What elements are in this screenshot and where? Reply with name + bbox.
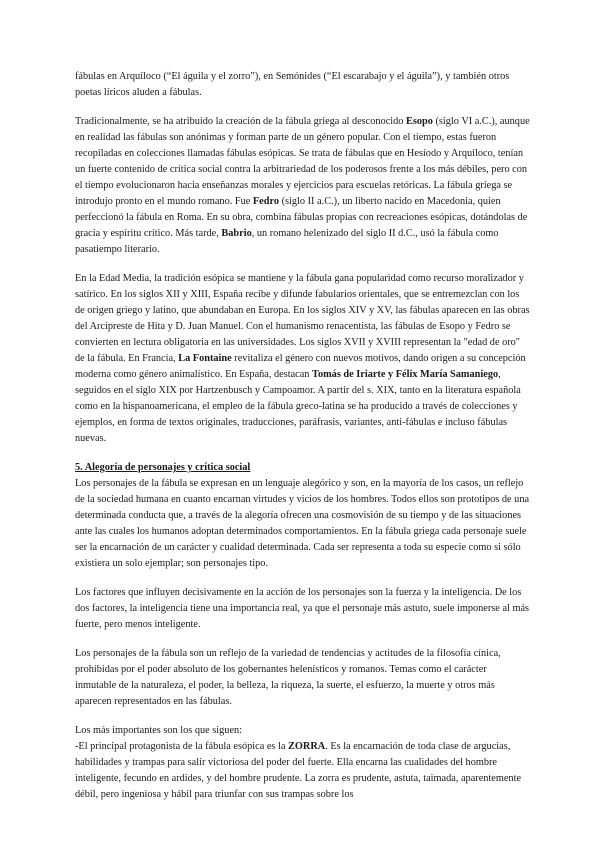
- text-run: (siglo II a.C.), un liberto nacido en Macedonia, quien perfeccionó la fábula en Roma. En su obra, combina fábulas propias con recreaciones esópicas, dotándolas de gracia y espíritu crítico. Más tarde,: [75, 196, 528, 239]
- section-heading: 5. Alegoría de personajes y crítica social: [75, 462, 251, 473]
- bold-esopo: Esopo: [406, 116, 433, 127]
- text-run: Tradicionalmente, se ha atribuido la creación de la fábula griega al desconocido: [75, 116, 406, 127]
- paragraph-gap: [75, 710, 530, 723]
- text-run: En la Edad Media, la tradición esópica se mantiene y la fábula gana popularidad como recurso moralizador y satírico. En los siglos XII y XIII, España recibe y difunde fabularios orientales, que se entremezclan con los de origen griego y latino, que abundaban en Europa. En los siglos XIV y XV, las fábulas aparecen en las obras del Arcipreste de Hita y D. Juan Manuel. Con el humanismo renacentista, las fábulas de Esopo y Fedro se convierten en lectura obligatoria en las universidades. Los siglos XVII y XVIII representan la "edad de oro" de la fábula. En Francia,: [75, 273, 530, 364]
- paragraph-list-intro: Los más importantes son los que siguen:: [75, 725, 243, 736]
- paragraph-gap: [75, 101, 530, 114]
- paragraph-characters: Los personajes de la fábula se expresan en un lenguaje alegórico y son, en la mayoría de los casos, un reflejo de la sociedad humana en cuanto encarnan virtudes y vicios de los hombres. Todos ellos son prototipos de una determinada conducta que, a través de la alegoría ofrecen una cosmovisión de su tiempo y de las situaciones ante las cuales los humanos adoptan determinados comportamientos. En la fábula griega cada personaje suele ser la encarnación de un carácter y cualidad determinada. Cada ser representa a toda su especie como si sólo existiera un solo ejemplar; son personajes tipo.: [75, 478, 530, 569]
- bold-fedro: Fedro: [252, 196, 280, 207]
- text-run: , un romano helenizado del siglo II d.C., usó la fábula como pasatiempo literario.: [75, 228, 499, 255]
- bold-zorra: ZORRA: [288, 741, 326, 752]
- paragraph-zorra: [75, 739, 530, 803]
- paragraph-gap: [75, 258, 530, 271]
- paragraph-gap: [75, 447, 530, 460]
- paragraph-cynic-philosophy: Los personajes de la fábula son un reflejo de la variedad de tendencias y actitudes de la filosofía cínica, prohibidas por el poder absoluto de los gobernantes helenísticos y romanos. Temas como el carácter inmutable de la naturaleza, el poder, la belleza, la riqueza, la suerte, el esfuerzo, la muerte y otros más aparecen representados en las fábulas.: [75, 648, 501, 707]
- text-run: -El principal protagonista de la fábula esópica es la: [75, 741, 289, 752]
- bold-la-fontaine: La Fontaine: [178, 353, 232, 364]
- text-run: revitaliza el género con nuevos motivos, dando origen a su concepción moderna como género animalístico. En España, destacan: [75, 353, 526, 380]
- document-body: [75, 69, 530, 803]
- text-run: , seguidos en el siglo XIX por Hartzenbusch y Campoamor. A partir del s. XIX, tanto en la literatura española como en la hispanoamericana, el empleo de la fábula greco-latina se ha producido a través de colecciones y ejemplos, en forma de textos originales, traducciones, paráfrasis, variantes, anti-fábulas e incluso fábulas nuevas.: [75, 369, 521, 444]
- paragraph-factors: Los factores que influyen decisivamente en la acción de los personajes son la fuerza y la inteligencia. De los dos factores, la inteligencia tiene una importancia real, ya que el personaje más astuto, suele imponerse al más fuerte, pero menos inteligente.: [75, 587, 530, 630]
- paragraph-greek-fable: [75, 114, 530, 258]
- text-run: (siglo VI a.C.), aunque en realidad las fábulas son anónimas y forman parte de un género popular. Con el tiempo, estas fueron recopiladas en colecciones llamadas fábulas esópicas. Se trata de fábulas que en Hesíodo y Arquíloco, tenían un fuerte contenido de crítica social contra la arbitrariedad de los poderosos frente a los más débiles, pero con el tiempo evolucionaron hacia enseñanzas morales y ejercicios para escuelas retóricas. La fábula griega se introdujo pronto en el mundo romano. Fue: [75, 116, 530, 207]
- bold-iriarte-samaniego: Tomás de Iriarte y Félix María Samaniego: [312, 369, 499, 380]
- bold-babrio: Babrio: [221, 228, 252, 239]
- paragraph-gap: [75, 633, 530, 646]
- text-run: . Es la encarnación de toda clase de argucias, habilidades y trampas para salir victoriosa del poder del fuerte. Ella encarna las cualidades del hombre inteligente, fecundo en ardides, y del hombre prudente. La zorra es prudente, astuta, taimada, aparentemente débil, pero ingeniosa y hábil para triunfar con sus trampas sobre los: [75, 741, 522, 800]
- paragraph-middle-ages: [75, 271, 530, 447]
- paragraph-intro-end: fábulas en Arquíloco (“El águila y el zorro”), en Semónides (“El escarabajo y el águila”), y también otros poetas líricos aluden a fábulas.: [75, 71, 510, 98]
- paragraph-gap: [75, 572, 530, 585]
